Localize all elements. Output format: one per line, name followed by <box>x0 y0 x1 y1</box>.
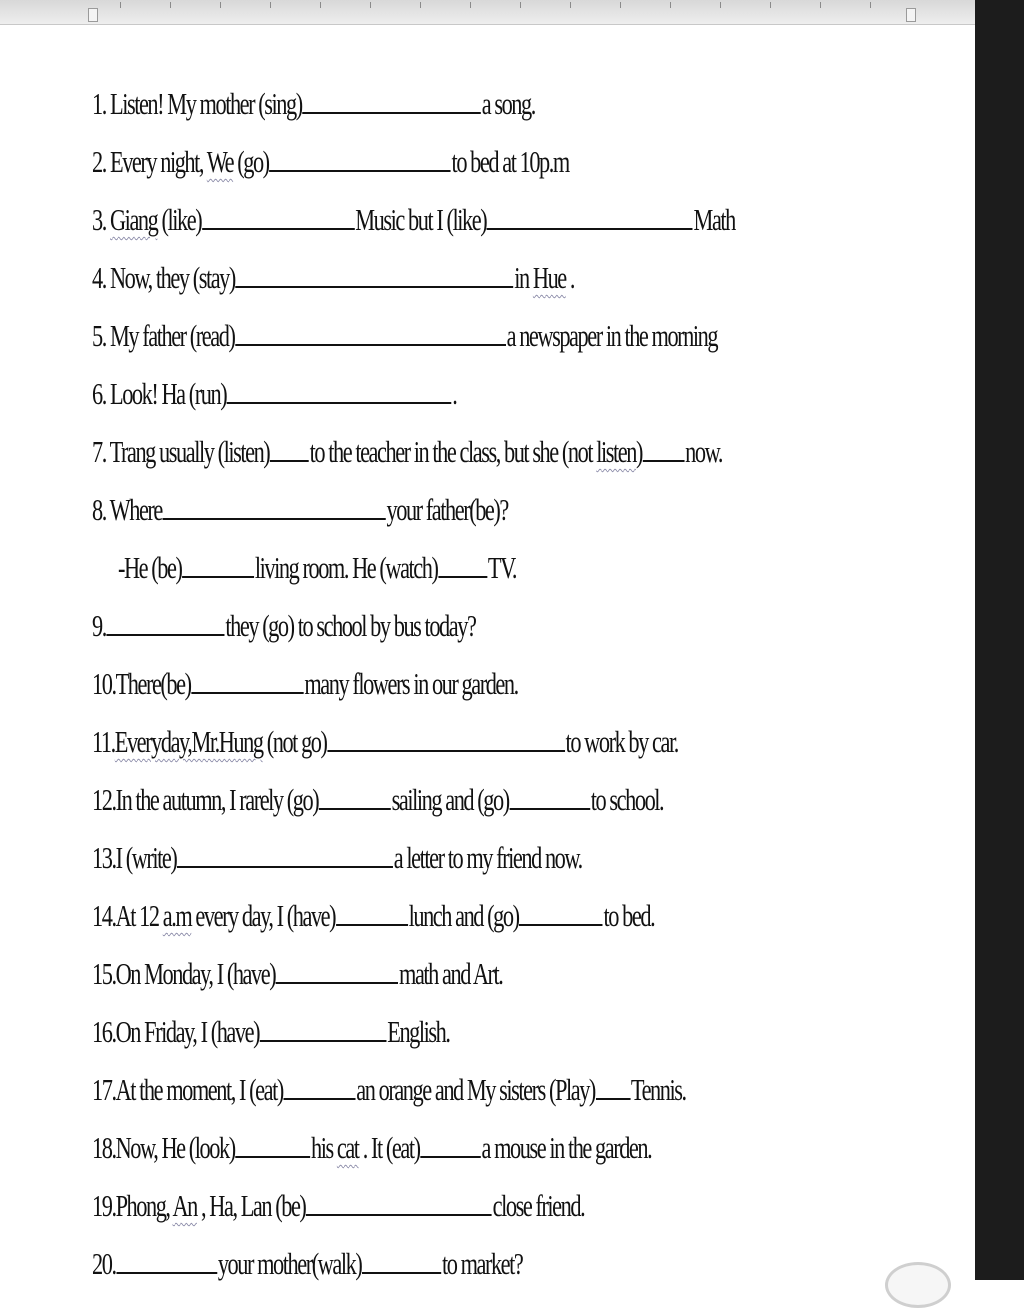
answer-blank[interactable] <box>191 656 303 694</box>
answer-blank[interactable] <box>509 772 590 810</box>
spellcheck-word: Hue <box>532 260 566 295</box>
q14-tail: to bed. <box>603 898 655 933</box>
floating-action-button[interactable] <box>885 1262 951 1308</box>
q4-text: 4. Now, they (stay) <box>92 260 235 295</box>
answer-blank[interactable] <box>438 540 487 578</box>
ruler-tick <box>170 2 171 8</box>
question-5 <box>92 308 717 364</box>
answer-blank[interactable] <box>235 1120 310 1158</box>
q11-tail: to work by car. <box>565 724 678 759</box>
q17-tail: Tennis. <box>630 1072 686 1107</box>
q7-text: 7. Trang usually (listen) <box>92 434 270 469</box>
answer-blank[interactable] <box>260 1004 387 1042</box>
q10-text: 10.There(be) <box>92 666 191 701</box>
answer-blank[interactable] <box>643 424 685 462</box>
q8-text: 8. Where <box>92 492 162 527</box>
answer-blank[interactable] <box>236 250 514 288</box>
q13-text: 13.I (write) <box>92 840 177 875</box>
question-16 <box>92 1004 450 1060</box>
q12-text: 12.In the autumn, I rarely (go) <box>92 782 319 817</box>
q12-tail: to school. <box>590 782 664 817</box>
q7-middle: to the teacher in the class, but she (not <box>309 434 597 469</box>
question-9 <box>92 598 475 654</box>
q19-verb: , Ha, Lan (be) <box>196 1188 306 1223</box>
q2-tail: to bed at 10p.m <box>451 144 569 179</box>
q14-text: 14.At 12 <box>92 898 163 933</box>
question-8-answer <box>118 540 516 596</box>
answer-blank[interactable] <box>116 1236 217 1274</box>
q17-text: 17.At the moment, I (eat) <box>92 1072 283 1107</box>
question-13 <box>92 830 582 886</box>
question-2 <box>92 134 569 190</box>
q11-verb: (not go) <box>262 724 327 759</box>
ruler-tick <box>370 2 371 8</box>
spellcheck-word: We <box>206 144 234 179</box>
answer-blank[interactable] <box>519 888 603 926</box>
q6-text: 6. Look! Ha (run) <box>92 376 227 411</box>
answer-blank[interactable] <box>596 1062 631 1100</box>
q2-verb: (go) <box>233 144 269 179</box>
q3-number: 3. <box>92 202 110 237</box>
answer-blank[interactable] <box>182 540 254 578</box>
q14-middle: lunch and (go) <box>408 898 519 933</box>
question-12 <box>92 772 663 828</box>
q18-text: 18.Now, He (look) <box>92 1130 235 1165</box>
q8-tail: your father(be)? <box>386 492 508 527</box>
q9-tail: they (go) to school by bus today? <box>225 608 476 643</box>
question-11 <box>92 714 678 770</box>
answer-blank[interactable] <box>276 946 398 984</box>
answer-blank[interactable] <box>319 772 391 810</box>
q6-tail: . <box>452 376 457 411</box>
spellcheck-word: An <box>172 1188 197 1223</box>
question-6 <box>92 366 456 422</box>
question-1 <box>92 76 535 132</box>
question-3 <box>92 192 735 248</box>
question-14 <box>92 888 654 944</box>
q9-number: 9. <box>92 608 106 643</box>
question-19 <box>92 1178 584 1234</box>
q5-tail: a newspaper in the morning <box>506 318 718 353</box>
q19-tail: close friend. <box>492 1188 585 1223</box>
q3-middle: Music but I (like) <box>355 202 487 237</box>
q3-verb: (like) <box>157 202 202 237</box>
ruler-tick <box>420 2 421 8</box>
q15-text: 15.On Monday, I (have) <box>92 956 276 991</box>
answer-blank[interactable] <box>202 192 355 230</box>
ruler-tick <box>820 2 821 8</box>
q17-middle: an orange and My sisters (Play) <box>356 1072 595 1107</box>
ruler-tick <box>620 2 621 8</box>
q14-verb: every day, I (have) <box>191 898 336 933</box>
question-20 <box>92 1236 522 1292</box>
q8b-middle: living room. He (watch) <box>254 550 438 585</box>
q4-tail: in <box>514 260 533 295</box>
q7-paren: ) <box>635 434 642 469</box>
q19-text: 19.Phong, <box>92 1188 173 1223</box>
answer-blank[interactable] <box>163 482 386 520</box>
question-10 <box>92 656 518 712</box>
q3-tail: Math <box>693 202 735 237</box>
q18-tail: a mouse in the garden. <box>481 1130 652 1165</box>
q2-text: 2. Every night, <box>92 144 207 179</box>
question-15 <box>92 946 502 1002</box>
answer-blank[interactable] <box>269 134 450 172</box>
answer-blank[interactable] <box>362 1236 441 1274</box>
answer-blank[interactable] <box>270 424 309 462</box>
ruler-tick <box>470 2 471 8</box>
answer-blank[interactable] <box>107 598 225 636</box>
spellcheck-word: a.m <box>162 898 192 933</box>
left-indent-marker[interactable] <box>88 8 98 22</box>
q18-verb: . It (eat) <box>358 1130 420 1165</box>
answer-blank[interactable] <box>306 1178 492 1216</box>
ruler-tick <box>670 2 671 8</box>
ruler-tick <box>120 2 121 8</box>
q20-tail: to market? <box>441 1246 523 1281</box>
q4-end: . <box>565 260 575 295</box>
spellcheck-word: listen <box>596 434 636 469</box>
ruler-tick <box>270 2 271 8</box>
ruler-tick <box>520 2 521 8</box>
answer-blank[interactable] <box>302 76 481 114</box>
answer-blank[interactable] <box>177 830 393 868</box>
ruler-tick <box>320 2 321 8</box>
answer-blank[interactable] <box>227 366 452 404</box>
q20-middle: your mother(walk) <box>217 1246 362 1281</box>
answer-blank[interactable] <box>284 1062 356 1100</box>
answer-blank[interactable] <box>487 192 693 230</box>
answer-blank[interactable] <box>327 714 565 752</box>
q16-text: 16.On Friday, I (have) <box>92 1014 260 1049</box>
ruler-tick <box>720 2 721 8</box>
question-7 <box>92 424 722 480</box>
q20-number: 20. <box>92 1246 116 1281</box>
answer-blank[interactable] <box>336 888 408 926</box>
right-indent-marker[interactable] <box>906 8 916 22</box>
spellcheck-word: Everyday,Mr.Hung <box>114 724 263 759</box>
question-4 <box>92 250 574 306</box>
q12-middle: sailing and (go) <box>391 782 509 817</box>
q8b-tail: TV. <box>487 550 517 585</box>
ruler-tick <box>870 2 871 8</box>
question-18 <box>92 1120 651 1176</box>
q1-text: 1. Listen! My mother (sing) <box>92 86 302 121</box>
answer-blank[interactable] <box>420 1120 480 1158</box>
spellcheck-word: Giang <box>110 202 158 237</box>
q10-tail: many flowers in our garden. <box>304 666 518 701</box>
question-8 <box>92 482 508 538</box>
q8b-text: -He (be) <box>118 550 182 585</box>
ruler-tick <box>570 2 571 8</box>
q7-tail: now. <box>685 434 722 469</box>
question-17 <box>92 1062 686 1118</box>
ruler-tick <box>220 2 221 8</box>
q18-middle: his <box>311 1130 337 1165</box>
answer-blank[interactable] <box>235 308 506 346</box>
right-border <box>975 0 1024 1280</box>
q11-number: 11. <box>92 724 115 759</box>
q13-tail: a letter to my friend now. <box>393 840 582 875</box>
ruler-tick <box>770 2 771 8</box>
q16-tail: English. <box>387 1014 450 1049</box>
q5-text: 5. My father (read) <box>92 318 235 353</box>
ruler[interactable] <box>0 0 975 25</box>
q15-tail: math and Art. <box>399 956 503 991</box>
spellcheck-word: cat <box>336 1130 359 1165</box>
q1-tail: a song. <box>481 86 535 121</box>
